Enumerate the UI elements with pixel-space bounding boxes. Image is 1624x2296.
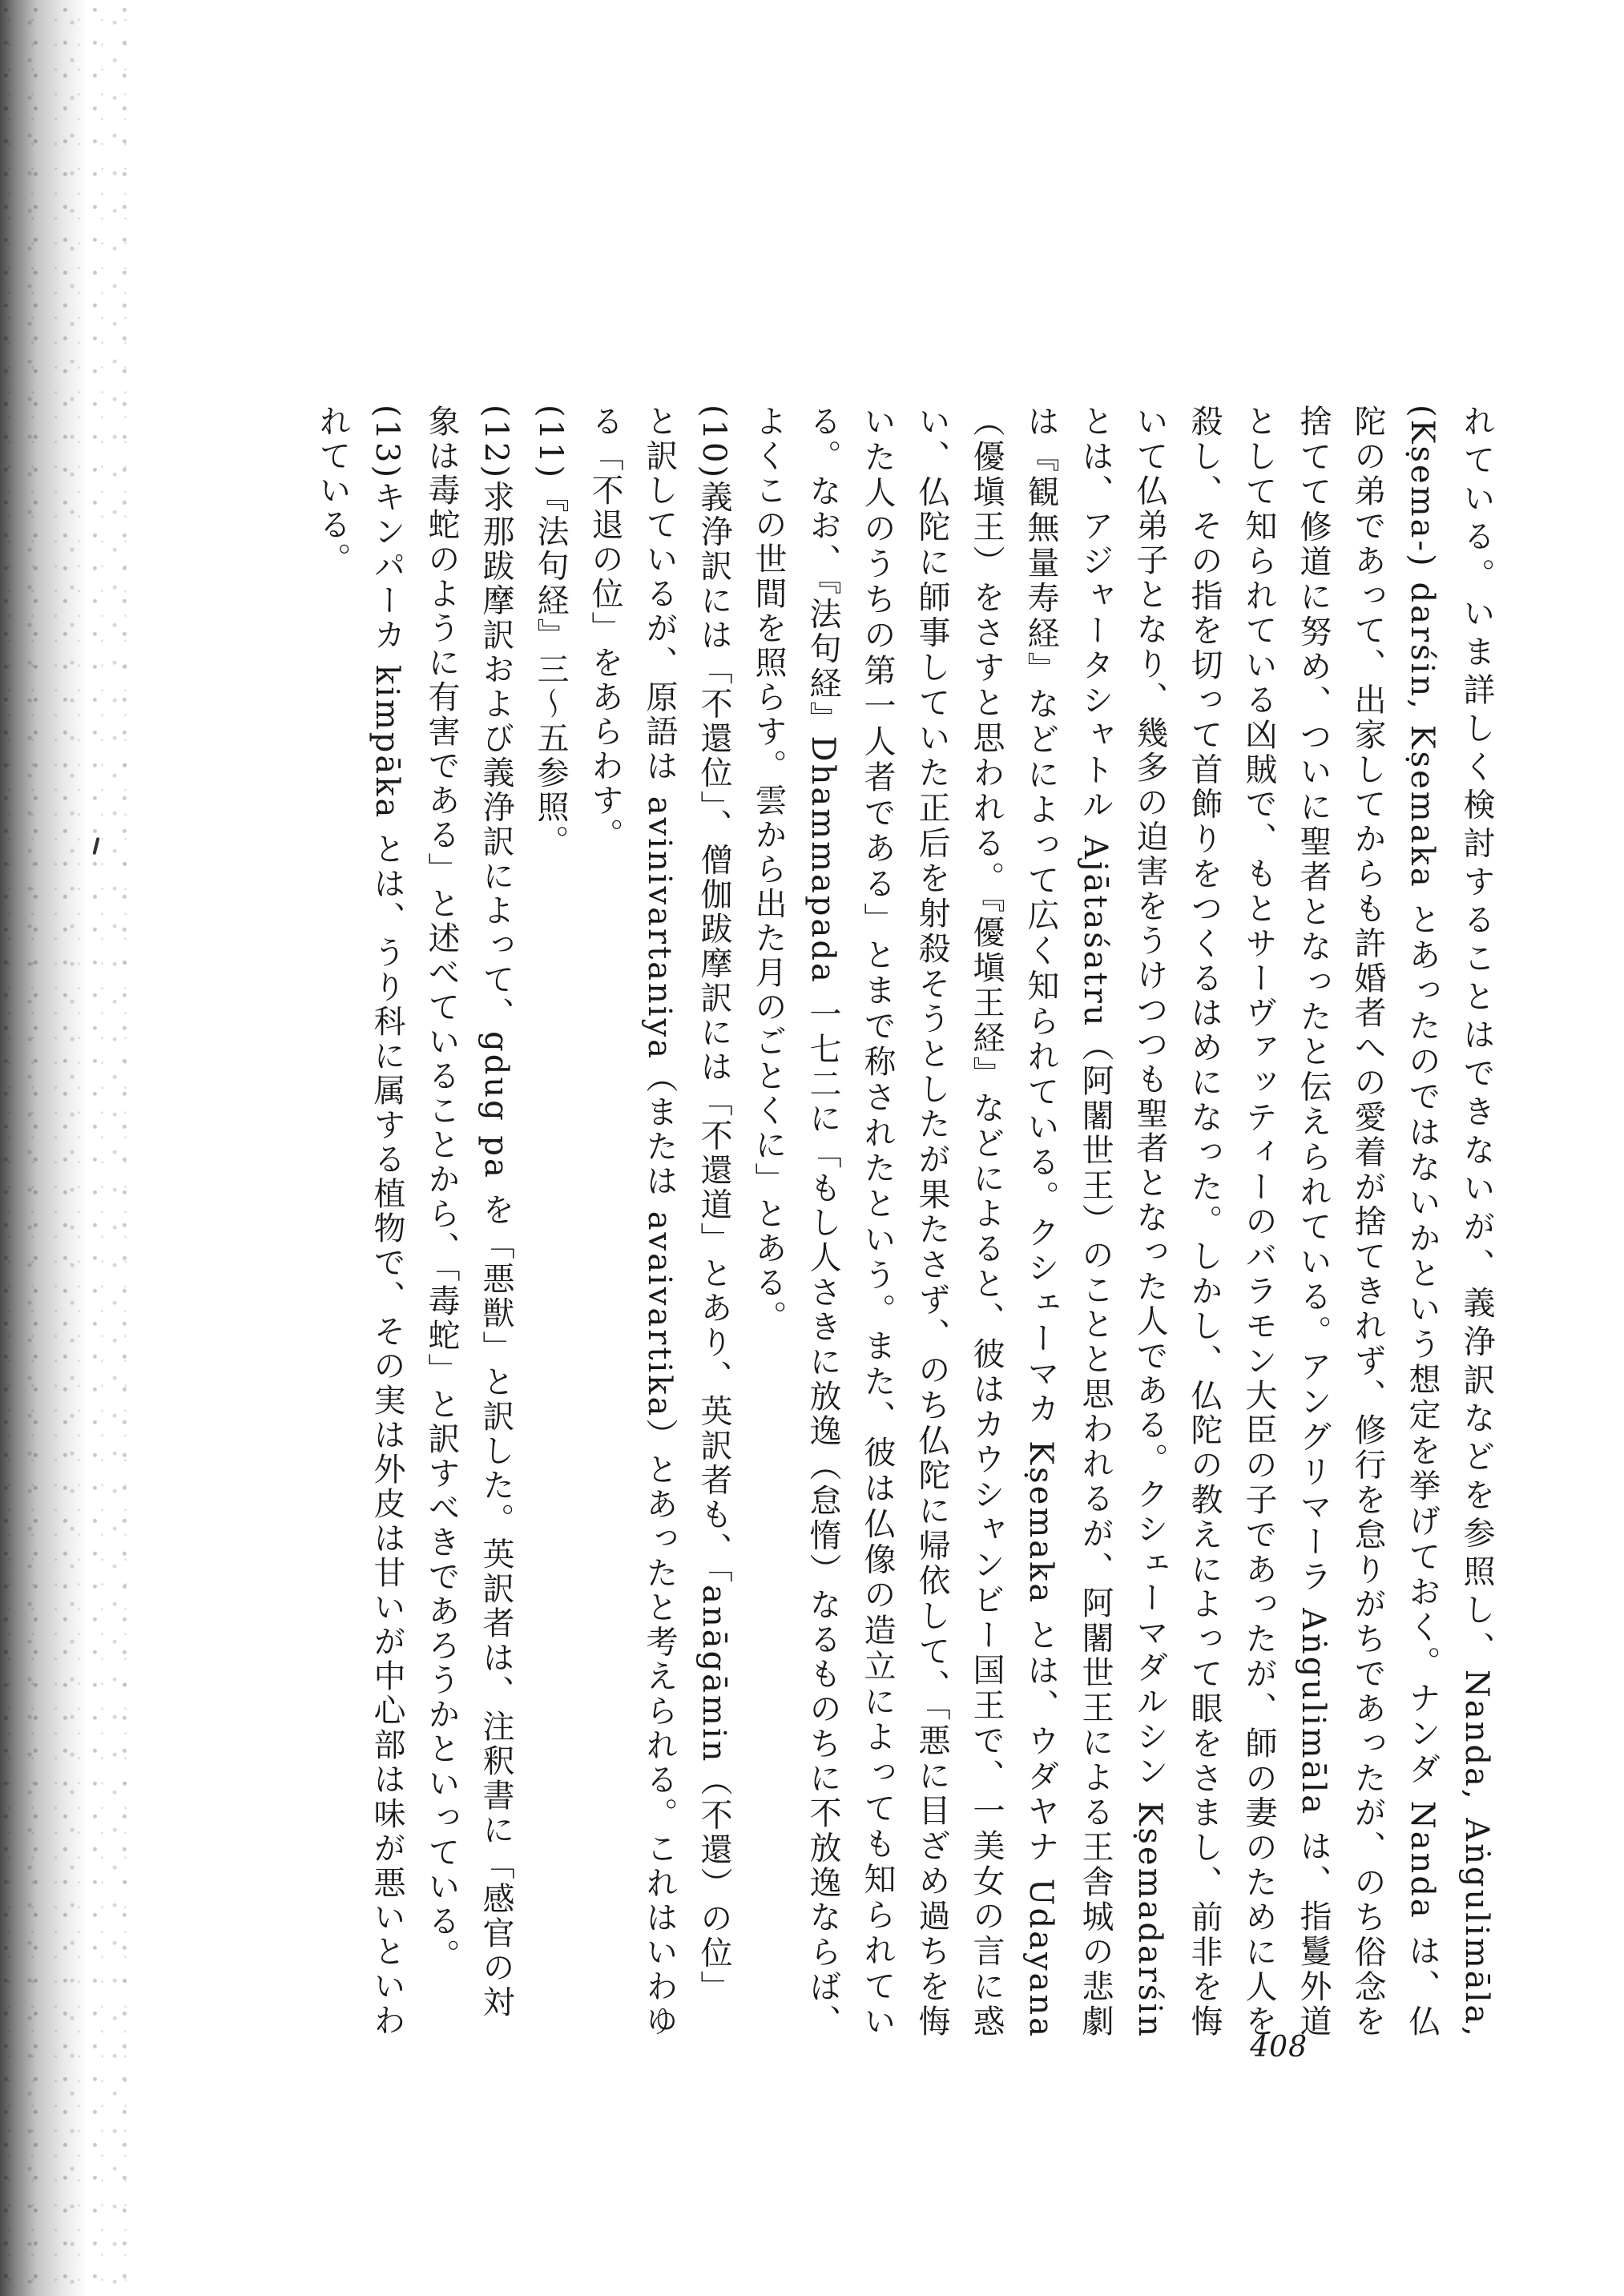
note-text: 義浄訳には「不還位」、僧伽跋摩訳には「不還道」とあり、英訳者も、「anāgāmin（不還）の位」と訳しているが、原語は avinivartaniya（または avaivartika）とあったと考えられる。これはいわゆる「不退の位」をあらわす。: [586, 405, 732, 2039]
note-number: (13): [369, 405, 405, 481]
note-13: [305, 405, 414, 2039]
note-10: [578, 405, 741, 2039]
note-number: (10): [695, 405, 732, 481]
note-number: (12): [478, 405, 514, 481]
note-text: キンパーカ kimpāka とは、うり科に属する植物で、その実は外皮は甘いが中心部は味が悪いといわれている。: [314, 405, 405, 2039]
main-text-block: [214, 405, 1504, 2039]
note-text: 求那跋摩訳および義浄訳によって、gdug pa を「悪獣」と訳した。英訳者は、注釈書に「感官の対象は毒蛇のように有害である」と述べていることから、「毒蛇」と訳すべきであろうかといっている。: [423, 405, 514, 2020]
page-number: 408: [1250, 2031, 1308, 2064]
scan-noise: [0, 0, 128, 2296]
note-number: (11): [532, 405, 569, 481]
note-12: [414, 405, 523, 2039]
body-paragraph: れている。いま詳しく検討することはできないが、義浄訳などを参照し、Nanda, Aṅgulimāla, (Kṣema-) darśin, Kṣemaka とあったのではないかという想定を挙げておく。ナンダ Nanda は、仏陀の弟であって、出家してからも許婚者への愛着が捨てきれず、修行を怠りがちであったが、のち俗念を捨てて修道に努め、ついに聖者となったと伝えられている。アングリマーラ Aṅgulimāla は、指鬘外道として知られている凶賊で、もとサーヴァッティーのバラモン大臣の子であったが、師の妻のために人を殺し、その指を切って首飾りをつくるはめになった。しかし、仏陀の教えによって眼をさまし、前非を悔いて仏弟子となり、幾多の迫害をうけつつも聖者となった人である。クシェーマダルシン Kṣemadarśin とは、アジャータシャトル Ajātaśatru（阿闍世王）のことと思われるが、阿闍世王による王舎城の悲劇は『観無量寿経』などによって広く知られている。クシェーマカ Kṣemaka とは、ウダヤナ Udayana（優塡王）をさすと思われる。『優塡王経』などによると、彼はカウシャンビー国王で、一美女の言に惑い、仏陀に師事していた正后を射殺そうとしたが果たさず、のち仏陀に帰依して、「悪に目ざめ過ちを悔いた人のうちの第一人者である」とまで称されたという。また、彼は仏像の造立によっても知られている。なお、『法句経』Dhammapada 一七二に「もし人さきに放逸（怠惰）なるものちに不放逸ならば、よくこの世間を照らす。雲から出た月のごとくに」とある。: [750, 405, 1495, 2039]
note-11: [523, 405, 578, 2039]
note-text: 『法句経』三〜五参照。: [532, 480, 569, 860]
